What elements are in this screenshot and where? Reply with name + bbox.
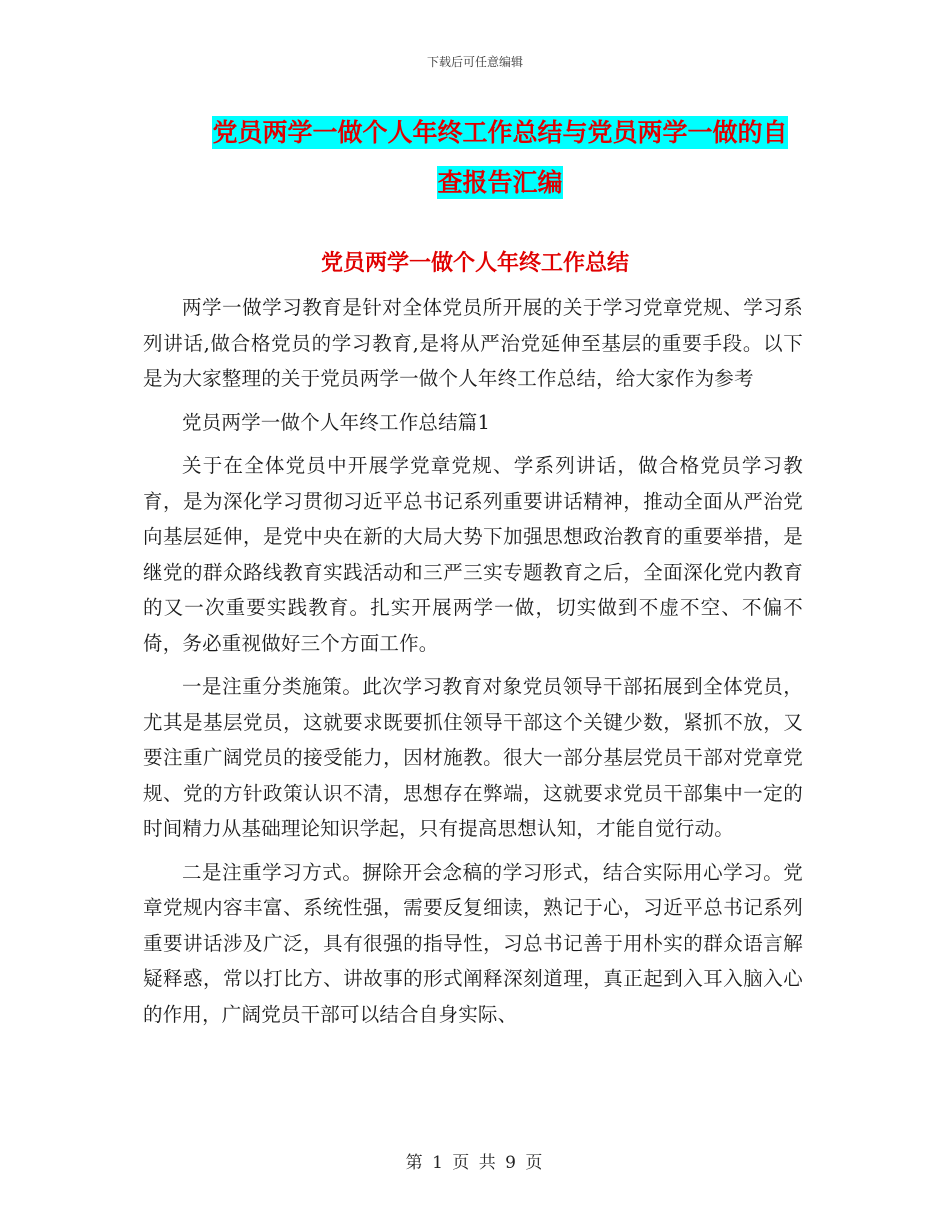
paragraph: 二是注重学习方式。摒除开会念稿的学习形式，结合实际用心学习。党章党规内容丰富、系统性强，需要反复细读，熟记于心，习近平总书记系列重要讲话涉及广泛，具有很强的指导性，习总书记善于用朴实的群众语言解疑释惑，常以打比方、讲故事的形式阐释深刻道理，真正起到入耳入脑入心的作用，广阔党员干部可以结合自身实际、: [143, 860, 803, 1026]
main-title-line2: 查报告汇编: [437, 168, 563, 197]
paragraph: 一是注重分类施策。此次学习教育对象党员领导干部拓展到全体党员，尤其是基层党员，这就要求既要抓住领导干部这个关键少数，紧抓不放，又要注重广阔党员的接受能力，因材施教。很大一部分基层党员干部对党章党规、党的方针政策认识不清，思想存在弊端，这就要求党员干部集中一定的时间精力从基础理论知识学起，只有提高思想认知，才能自觉行动。: [143, 675, 803, 840]
section-title: 党员两学一做个人年终工作总结: [320, 250, 629, 276]
page-footer: 第 1 页 共 9 页: [405, 1153, 545, 1173]
header-note: 下载后可任意编辑: [426, 55, 523, 69]
main-title-line1: 党员两学一做个人年终工作总结与党员两学一做的自: [212, 118, 788, 147]
document-body: [143, 290, 803, 1032]
paragraph: 两学一做学习教育是针对全体党员所开展的关于学习党章党规、学习系列讲话,做合格党员的学习教育,是将从严治党延伸至基层的重要手段。以下是为大家整理的关于党员两学一做个人年终工作总结，给大家作为参考: [143, 296, 803, 390]
paragraph-heading: 党员两学一做个人年终工作总结篇1: [182, 410, 491, 434]
main-title: [150, 108, 850, 208]
paragraph: 关于在全体党员中开展学党章党规、学系列讲话，做合格党员学习教育，是为深化学习贯彻习近平总书记系列重要讲话精神，推动全面从严治党向基层延伸，是党中央在新的大局大势下加强思想政治教育的重要举措，是继党的群众路线教育实践活动和三严三实专题教育之后，全面深化党内教育的又一次重要实践教育。扎实开展两学一做，切实做到不虚不空、不偏不倚，务必重视做好三个方面工作。: [143, 454, 803, 655]
